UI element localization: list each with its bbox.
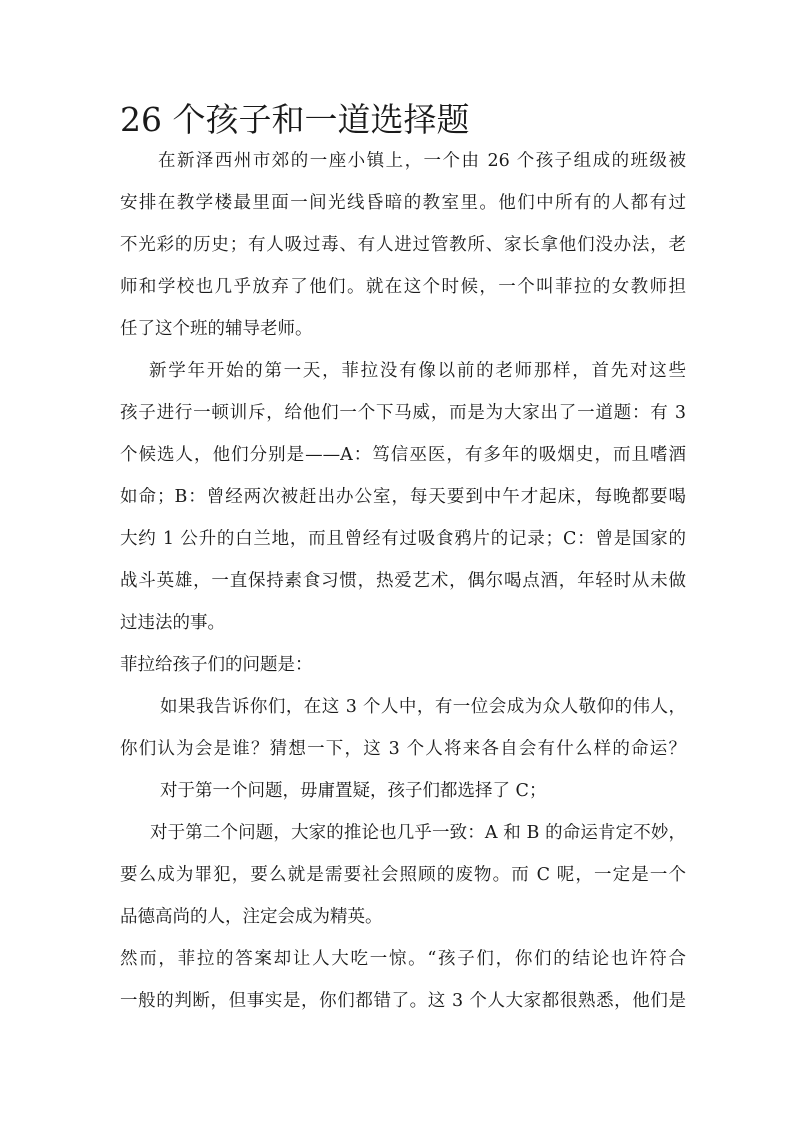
paragraph-line: 个候选人，他们分别是——A：笃信巫医，有多年的吸烟史，而且嗜酒 [120,445,686,465]
paragraph-line: 如果我告诉你们，在这 3 个人中，有一位会成为众人敬仰的伟人， [160,697,686,717]
paragraph-line: 品德高尚的人，注定会成为精英。 [120,907,383,927]
paragraph-line: 不光彩的历史；有人吸过毒、有人进过管教所、家长拿他们没办法，老 [120,235,686,255]
paragraph-line: 你们认为会是谁？猜想一下，这 3 个人将来各自会有什么样的命运？ [120,739,686,759]
paragraph-line: 如命；B：曾经两次被赶出办公室，每天要到中午才起床，每晚都要喝 [120,487,686,507]
paragraph-line: 对于第二个问题，大家的推论也几乎一致：A 和 B 的命运肯定不妙， [150,823,686,843]
paragraph-line: 任了这个班的辅导老师。 [120,319,313,339]
document-title: 26 个孩子和一道选择题 [120,100,470,139]
paragraph-line: 菲拉给孩子们的问题是： [120,655,313,675]
paragraph-line: 然而，菲拉的答案却让人大吃一惊。“孩子们，你们的结论也许符合 [120,949,686,969]
paragraph-line: 安排在教学楼最里面一间光线昏暗的教室里。他们中所有的人都有过 [120,193,686,213]
paragraph-line: 孩子进行一顿训斥，给他们一个下马威，而是为大家出了一道题：有 3 [120,403,686,423]
paragraph-line: 要么成为罪犯，要么就是需要社会照顾的废物。而 C 呢，一定是一个 [120,865,686,885]
paragraph-line: 战斗英雄，一直保持素食习惯，热爱艺术，偶尔喝点酒，年轻时从未做 [120,571,686,591]
paragraph-line: 过违法的事。 [120,613,225,633]
paragraph-line: 一般的判断，但事实是，你们都错了。这 3 个人大家都很熟悉，他们是 [120,991,686,1011]
paragraph-line: 对于第一个问题，毋庸置疑，孩子们都选择了 C； [160,781,547,801]
paragraph-line: 新学年开始的第一天，菲拉没有像以前的老师那样，首先对这些 [149,361,686,381]
paragraph-line: 师和学校也几乎放弃了他们。就在这个时候，一个叫菲拉的女教师担 [120,277,686,297]
paragraph-line: 在新泽西州市郊的一座小镇上，一个由 26 个孩子组成的班级被 [158,151,686,171]
paragraph-line: 大约 1 公升的白兰地，而且曾经有过吸食鸦片的记录；C：曾是国家的 [120,529,686,549]
